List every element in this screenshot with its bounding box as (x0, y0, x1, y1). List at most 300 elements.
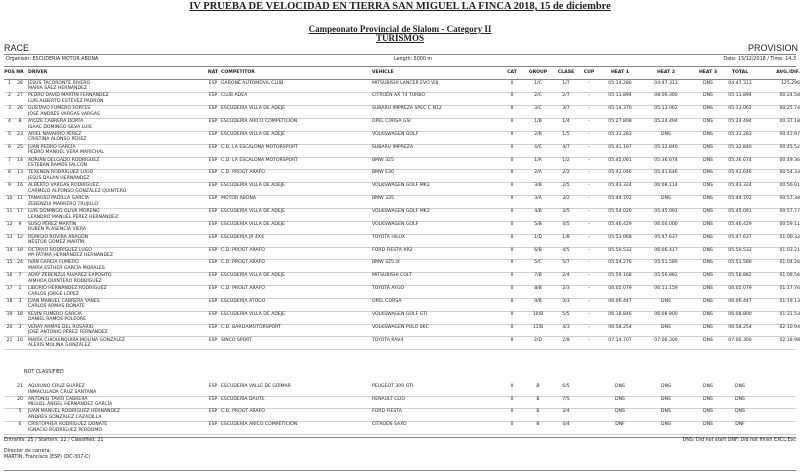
row-number: 24 (17, 260, 23, 266)
row-heat-2: 05:24.494 (654, 119, 678, 125)
row-category: II (510, 234, 514, 240)
row-divider (4, 434, 796, 435)
row-nationality: ESP (208, 106, 218, 112)
row-total: 05:47.637 (728, 234, 752, 240)
row-codriver: AIMHOA QUINTERO RODRÍGUEZ (28, 278, 102, 284)
row-competitor: ESCUDERÍA VALLE DE GÜÍMAR (221, 384, 291, 389)
row-category: II (510, 260, 514, 266)
row-class: 1/7 (562, 80, 570, 86)
row-vehicle: FORD FIESTA (372, 409, 402, 415)
row-group: 5/B (534, 221, 542, 227)
row-heat-3: DNS (703, 384, 713, 389)
row-class: 1/4 (562, 119, 570, 125)
row-heat-2: 08:06.300 (654, 93, 678, 99)
row-cup: - (588, 93, 590, 99)
row-avg-dif: 00:37.18 (779, 119, 800, 125)
row-category: II (510, 286, 514, 292)
row-competitor: MOTOR ABONA (221, 196, 257, 202)
row-nationality: ESP (208, 234, 218, 240)
director-label: Director de carrera: (4, 449, 52, 454)
row-class: 2/2 (562, 170, 570, 176)
row-codriver: MIGUEL ÁNGEL HERNÁNDEZ GARCÍA (28, 402, 113, 408)
row-nationality: ESP (208, 324, 218, 330)
row-number: 1 (18, 286, 22, 292)
row-total: DNS (735, 396, 745, 402)
row-category: II (510, 131, 514, 137)
row-driver: AYOZE CABRERA DORTA (28, 119, 84, 125)
row-cup: - (588, 298, 590, 304)
row-heat-3: DNS (703, 273, 713, 279)
divider (4, 54, 796, 55)
row-heat-1: 05:54.026 (608, 209, 632, 214)
row-codriver: ALEXIS MOLINA GONZÁLEZ (28, 343, 91, 348)
row-competitor: C.D. LA ESCALONA MOTORSPORT (221, 157, 298, 163)
row-heat-3: DNS (703, 80, 713, 86)
row-heat-1: 05:59.168 (608, 273, 632, 279)
row-number: 14 (17, 157, 23, 163)
row-driver: LIBORIO HERNÁNDEZ RODRÍGUEZ (28, 286, 107, 292)
row-nationality: ESP (208, 247, 218, 253)
row-heat-2: 05:13.062 (654, 106, 678, 112)
row-category: II (510, 119, 514, 125)
column-header-driver: DRIVER (28, 70, 48, 75)
row-avg-dif: 00:43.97 (779, 131, 800, 137)
row-heat-1: DNF (615, 422, 625, 428)
divider (4, 437, 796, 438)
row-class: 4/3 (562, 324, 570, 330)
row-heat-1: 05:50.532 (608, 247, 632, 253)
row-class: 5/7 (562, 260, 570, 266)
row-cup: - (588, 157, 590, 163)
row-heat-2: 05:56.882 (654, 273, 678, 279)
row-cup: - (588, 247, 590, 253)
row-group: 10/B (532, 311, 544, 317)
row-cup: - (588, 106, 590, 112)
row-nationality: ESP (208, 157, 218, 163)
row-vehicle: VOLKSWAGEN GOLF (372, 221, 419, 227)
row-cup: - (588, 119, 590, 125)
row-class: 3/4 (562, 409, 570, 415)
column-header-heat-3: HEAT 3 (698, 70, 718, 75)
row-class: 3/7 (562, 106, 570, 112)
row-category: II (510, 196, 514, 202)
row-number: 21 (17, 384, 23, 389)
row-class: 1/8 (562, 234, 570, 240)
row-codriver: MARÍA SÁEZ HERNÁNDEZ (28, 86, 88, 91)
row-heat-2: 05:41.646 (654, 170, 678, 176)
row-vehicle: TOYOTA HILUX (372, 234, 406, 240)
row-nationality: ESP (208, 183, 218, 189)
row-cup: - (588, 311, 590, 317)
row-avg-dif: 02:10.94 (779, 324, 800, 330)
row-vehicle: VOLKSWAGEN GOLF (372, 131, 419, 137)
row-class: 5/5 (562, 311, 570, 317)
row-competitor: ESCUDERÍA ATOGO (221, 298, 266, 304)
row-total: 06:08.800 (728, 311, 752, 317)
row-nationality: ESP (208, 298, 218, 304)
row-heat-1: DNS (615, 409, 625, 415)
row-codriver: NÉSTOR GÓMEZ MARTÍN (28, 240, 85, 246)
row-number: 8 (18, 119, 22, 125)
row-nationality: ESP (208, 144, 218, 150)
row-heat-1: 05:54.276 (608, 260, 632, 266)
row-total: 05:13.062 (728, 106, 752, 112)
row-codriver: CARLOS ARMAS DONATE (28, 304, 85, 310)
row-position: 16 (6, 273, 13, 279)
row-cup: - (588, 221, 590, 227)
row-codriver: RUBÉN PLASENCIA VIERA (28, 227, 87, 233)
row-codriver: MARÍA ESTHER GARCÍA MORALES (28, 265, 105, 271)
row-heat-2: DNS (661, 131, 671, 137)
row-driver: GUSTAVO FUMERO FORTES (28, 106, 91, 112)
row-position: 14 (6, 247, 13, 253)
row-nationality: ESP (208, 396, 218, 402)
row-group: 8/B (534, 286, 542, 292)
row-vehicle: SUBARU IMPREZA SPEC C N12 (372, 106, 442, 112)
row-category: II (510, 106, 514, 112)
row-total: 06:06.447 (728, 298, 752, 304)
row-total: 05:44.702 (728, 196, 752, 202)
row-codriver: ZEBENZUI MARRERO TRUJILLO (28, 201, 99, 207)
row-heat-2: 07:06.300 (654, 337, 678, 343)
row-category: II (510, 157, 514, 163)
row-heat-2: DNS (661, 422, 671, 428)
row-driver: AQUILINO CRUZ SUÁREZ (28, 384, 85, 389)
row-cup: - (588, 183, 590, 189)
row-category: II (510, 183, 514, 189)
row-vehicle: CITROËN AX T4 TURBO (372, 93, 425, 99)
row-category: II (510, 337, 514, 343)
row-total: 05:24.494 (728, 119, 752, 125)
row-cup: - (588, 286, 590, 292)
row-category: II (510, 422, 514, 428)
row-heat-3: DNS (703, 209, 713, 214)
row-category: II (510, 80, 514, 86)
row-group: 2/A (534, 170, 542, 176)
row-competitor: ESCUDERÍA VILLA DE ADEJE (221, 273, 286, 279)
row-cup: - (588, 170, 590, 176)
row-number: 6 (18, 422, 22, 428)
row-class: 2/8 (562, 337, 570, 343)
row-group: 1/C (534, 80, 542, 86)
row-avg-dif: 00:57.38 (779, 196, 800, 202)
row-avg-dif: 01:17.76 (779, 286, 800, 292)
row-competitor: ESCUDERÍA ARICO COMPETICIÓN (221, 119, 298, 125)
row-nationality: ESP (208, 170, 218, 176)
row-position: 2 (8, 93, 11, 99)
row-heat-1: 05:31.283 (608, 131, 632, 137)
row-competitor: ESCUDERÍA VILLA DE ADEJE (221, 131, 286, 137)
row-heat-2: DNS (661, 324, 671, 330)
row-codriver: CRISTINA ALONSO PÉREZ (28, 137, 87, 143)
column-header-heat-2: HEAT 2 (656, 70, 676, 75)
row-total: 05:31.283 (728, 131, 752, 137)
row-group: B (536, 384, 540, 389)
row-vehicle: MITSUBISHI LANCER EVO VIII (372, 80, 439, 86)
row-heat-2: 05:32.840 (654, 144, 678, 150)
row-number: 3 (18, 324, 22, 330)
row-heat-3: DNS (703, 119, 713, 125)
row-position: 8 (8, 170, 11, 176)
column-header-pos: POS (4, 70, 15, 75)
row-vehicle: VOLKSWAGEN GOLF GTI (372, 311, 428, 317)
row-total: DNF (735, 422, 745, 428)
row-codriver: CARMELO ALFONSO GONZÁLEZ QUINTERO (28, 188, 127, 194)
row-avg-dif: 00:57.77 (779, 209, 800, 214)
row-total: 05:56.882 (728, 273, 752, 279)
row-category: II (510, 298, 514, 304)
row-heat-3: DNS (703, 324, 713, 330)
row-avg-dif: 00:25.74 (779, 106, 800, 112)
row-heat-3: DNS (703, 286, 713, 292)
row-heat-1: 05:14.280 (608, 80, 632, 86)
row-category: II (510, 221, 514, 227)
row-vehicle: SUBARU IMPREZA (372, 144, 414, 150)
row-position: 4 (8, 119, 11, 125)
row-codriver: CARLOS JORGE LÓPEZ (28, 291, 79, 297)
row-driver: MARÍA CHIQUINQUIRA MOLINA GONZÁLEZ (28, 337, 126, 343)
row-number: 13 (17, 170, 23, 176)
row-driver: OCTAVIO RODRÍGUEZ LUGO (28, 247, 92, 253)
row-total: DNS (735, 384, 745, 389)
row-competitor: ESCUDERÍA VILLA DE ADEJE (221, 221, 286, 227)
row-codriver: ESTEBAN RAMOS FALCÓN (28, 163, 88, 169)
row-codriver: JESÚS DALAN HERNÁNDEZ (28, 175, 90, 181)
row-total: 07:06.300 (728, 337, 752, 343)
row-heat-2: 05:51.580 (654, 260, 678, 266)
row-position: 7 (8, 157, 11, 163)
row-number: 16 (17, 183, 23, 189)
row-vehicle: TOYOTA AYGO (372, 286, 405, 292)
row-nationality: ESP (208, 209, 218, 214)
row-group: 3/B (534, 183, 542, 189)
row-position: 15 (6, 260, 13, 266)
info-bar (4, 56, 796, 65)
row-group: 6/B (534, 247, 542, 253)
row-vehicle: FORD FIESTA XR2 (372, 247, 413, 253)
row-heat-1: 05:11.894 (608, 93, 632, 99)
row-heat-2: 05:36.674 (654, 157, 678, 163)
row-nationality: ESP (208, 286, 218, 292)
row-avg-dif: 00:24.58 (779, 93, 800, 99)
row-category: II (510, 396, 514, 402)
row-category: II (510, 144, 514, 150)
row-nationality: ESP (208, 80, 218, 86)
row-vehicle: PEUGEOT 309 GTI (372, 384, 414, 389)
row-total: 05:45.091 (728, 209, 752, 214)
row-codriver: INMACULADA CRUZ SANTANA (28, 389, 97, 395)
row-avg-dif: 00:54.33 (779, 170, 800, 176)
row-group: 1/D (533, 234, 542, 240)
row-total: 05:46.429 (728, 221, 752, 227)
row-number: 11 (17, 196, 23, 202)
row-heat-1: 05:45.061 (608, 157, 632, 163)
row-heat-2: 06:00.000 (654, 221, 678, 227)
row-nationality: ESP (208, 409, 218, 415)
row-codriver: ANDRÉS GONZÁLEZ CAZADILLA (28, 414, 102, 420)
row-competitor: GARONÉ AUTOMÓVIL CLUB (221, 80, 284, 86)
row-heat-3: DNS (703, 183, 713, 189)
row-heat-3: DNS (703, 260, 713, 266)
row-group: 4/B (534, 209, 542, 214)
row-class: 4/7 (562, 144, 570, 150)
row-class: 1/5 (562, 131, 570, 137)
row-position: 19 (6, 311, 13, 317)
row-driver: ANTONIO TAVÍO CABRERA (28, 396, 88, 402)
row-position: 10 (6, 196, 13, 202)
row-heat-1: 06:05.079 (608, 286, 632, 292)
row-number: 20 (17, 396, 23, 402)
row-category: II (510, 93, 514, 99)
row-competitor: C.D. PROGT ARAFO (221, 247, 265, 253)
row-codriver: JOSÉ ANDRÉS VARGAS VARGAS (28, 111, 100, 117)
row-category: II (510, 247, 514, 253)
row-heat-1: 05:43.324 (608, 183, 632, 189)
row-codriver: IGNACIO RODRÍGUEZ PERDOMO (28, 427, 102, 433)
row-class: 7/5 (562, 396, 570, 402)
row-heat-1: 05:44.702 (608, 196, 632, 202)
row-cup: - (588, 144, 590, 150)
row-codriver: Mª FÁTIMA HERNÁNDEZ HERNÁNDEZ (28, 253, 114, 259)
row-number: 5 (18, 409, 22, 415)
row-heat-3: DNS (703, 196, 713, 202)
row-nationality: ESP (208, 119, 218, 125)
row-competitor: CLUB ADEA (221, 93, 248, 99)
row-heat-2: 05:47.637 (654, 234, 678, 240)
row-vehicle: BMW 325 IX (372, 260, 400, 266)
row-heat-2: DNS (661, 196, 671, 202)
row-avg-dif: 00:56.01 (779, 183, 800, 189)
row-class: 4/5 (562, 247, 570, 253)
row-number: 19 (17, 247, 23, 253)
row-heat-1: 05:41.197 (608, 144, 632, 150)
row-position: 21 (6, 337, 13, 343)
row-driver: PEDRO DAVID MARTÍN FERNÁNDEZ (28, 93, 109, 99)
row-driver: IVÁN GARCÍA FUMERO (28, 260, 79, 266)
row-competitor: SINCO SPORT (221, 337, 252, 343)
row-heat-3: DNS (703, 247, 713, 253)
row-heat-3: DNS (703, 234, 713, 240)
column-header-avg-dif: AVG./DIF. (776, 70, 800, 75)
row-codriver: PEDRO MANUEL VERA MARICHAL (28, 150, 104, 156)
row-competitor: ESCUDERÍA VILLA DE ADEJE (221, 106, 286, 112)
column-header-class: CLASE (557, 70, 575, 75)
row-driver: VERAY ARMAS DEL ROSARIO (28, 324, 94, 330)
row-total: 05:11.894 (728, 93, 752, 99)
row-position: 5 (8, 131, 11, 137)
row-category: II (510, 384, 514, 389)
row-total: 05:36.674 (728, 157, 752, 163)
not-classified-heading: NOT CLASSIFIED (24, 370, 64, 375)
provisional-label: PROVISION (747, 43, 798, 53)
row-position: 17 (6, 286, 13, 292)
row-number: 17 (17, 209, 23, 214)
row-heat-1: 05:53.068 (608, 234, 632, 240)
row-competitor: C.D. BARLIAMOTORSPORT (221, 324, 281, 330)
row-competitor: ESCUDERÍA JR 4X4 (221, 234, 264, 240)
row-heat-3: DNS (703, 221, 713, 227)
row-cup: - (588, 131, 590, 137)
row-class: 3/3 (562, 298, 570, 304)
row-total: 05:41.646 (728, 170, 752, 176)
row-heat-2: DNS (661, 409, 671, 415)
row-competitor: C.D. PROGT ARAFO (221, 286, 265, 292)
row-position: 13 (6, 234, 13, 240)
row-total: 06:58.254 (728, 324, 752, 330)
row-group: B (536, 396, 540, 402)
row-vehicle: CITROËN SAXO (372, 422, 407, 428)
divider (4, 66, 796, 67)
row-number: 9 (18, 221, 22, 227)
row-driver: ARIEL NAVARRO PÉREZ (28, 131, 82, 137)
row-avg-dif: 01:09.56 (779, 273, 800, 279)
legend-text: DNS: Did not start DNF: Did not finish EXCL:Exc (682, 438, 796, 443)
row-heat-3: DNS (703, 311, 713, 317)
row-driver: ADRIÁN DELGADO RODRÍGUEZ (28, 157, 100, 163)
row-heat-1: DNS (615, 396, 625, 402)
row-cup: - (588, 234, 590, 240)
row-nationality: ESP (208, 221, 218, 227)
row-number: 27 (17, 93, 23, 99)
row-driver: JUAN MANUEL RODRÍGUEZ HERNÁNDEZ (28, 409, 121, 415)
row-vehicle: OPEL CORSA (372, 298, 402, 304)
entrants-summary: Entrants: 25 / Starters: 22 / Classified: 21 (4, 438, 104, 443)
divider (4, 470, 796, 471)
row-number: 12 (17, 234, 23, 240)
row-heat-1: 05:14.370 (608, 106, 632, 112)
row-group: 3/A (534, 196, 542, 202)
row-number: 3 (18, 298, 22, 304)
row-heat-3: DNS (703, 131, 713, 137)
row-group: 2/D (533, 337, 542, 343)
row-heat-2: 06:08.114 (654, 183, 678, 189)
row-position: 3 (8, 106, 11, 112)
column-header-category: CAT (507, 70, 517, 75)
row-avg-dif: 00:45.52 (779, 144, 800, 150)
row-group: 11/B (532, 324, 544, 330)
row-heat-3: DNS (703, 298, 713, 304)
row-vehicle: TOYOTA RAV4 (372, 337, 404, 343)
row-avg-dif: 01:31.53 (779, 311, 800, 317)
row-divider (4, 349, 796, 350)
row-vehicle: BMW E30 (372, 170, 394, 176)
row-number: 28 (17, 80, 23, 86)
row-category: II (510, 209, 514, 214)
row-heat-2: DNS (661, 384, 671, 389)
row-heat-2: DNS (661, 298, 671, 304)
row-heat-2: 05:45.091 (654, 209, 678, 214)
column-header-competitor: COMPETITOR (221, 70, 255, 75)
championship-title: Campeonato Provincial de Slalom - Category II (308, 24, 492, 34)
row-position: 6 (8, 144, 11, 150)
row-total: 05:51.580 (728, 260, 752, 266)
row-category: II (510, 311, 514, 317)
row-nationality: ESP (208, 311, 218, 317)
row-heat-1: 06:06.447 (608, 298, 632, 304)
row-number: 23 (17, 131, 23, 137)
row-heat-3: DNS (703, 409, 713, 415)
row-competitor: ESCUDERÍA VILLA DE ADEJE (221, 311, 286, 317)
row-vehicle: VOLKSWAGEN GOLF MK2 (372, 183, 430, 189)
row-total: 05:43.324 (728, 183, 752, 189)
row-driver: LUIS DOMINGO OLIVA MORENO (28, 209, 100, 214)
row-heat-3: DNS (703, 93, 713, 99)
row-avg-dif: 02:18.98 (779, 337, 800, 343)
row-competitor: C.D. PROGT ARAFO (221, 170, 265, 176)
row-nationality: ESP (208, 196, 218, 202)
row-avg-dif: 01:00.32 (779, 234, 800, 240)
row-group: 2/C (534, 93, 542, 99)
